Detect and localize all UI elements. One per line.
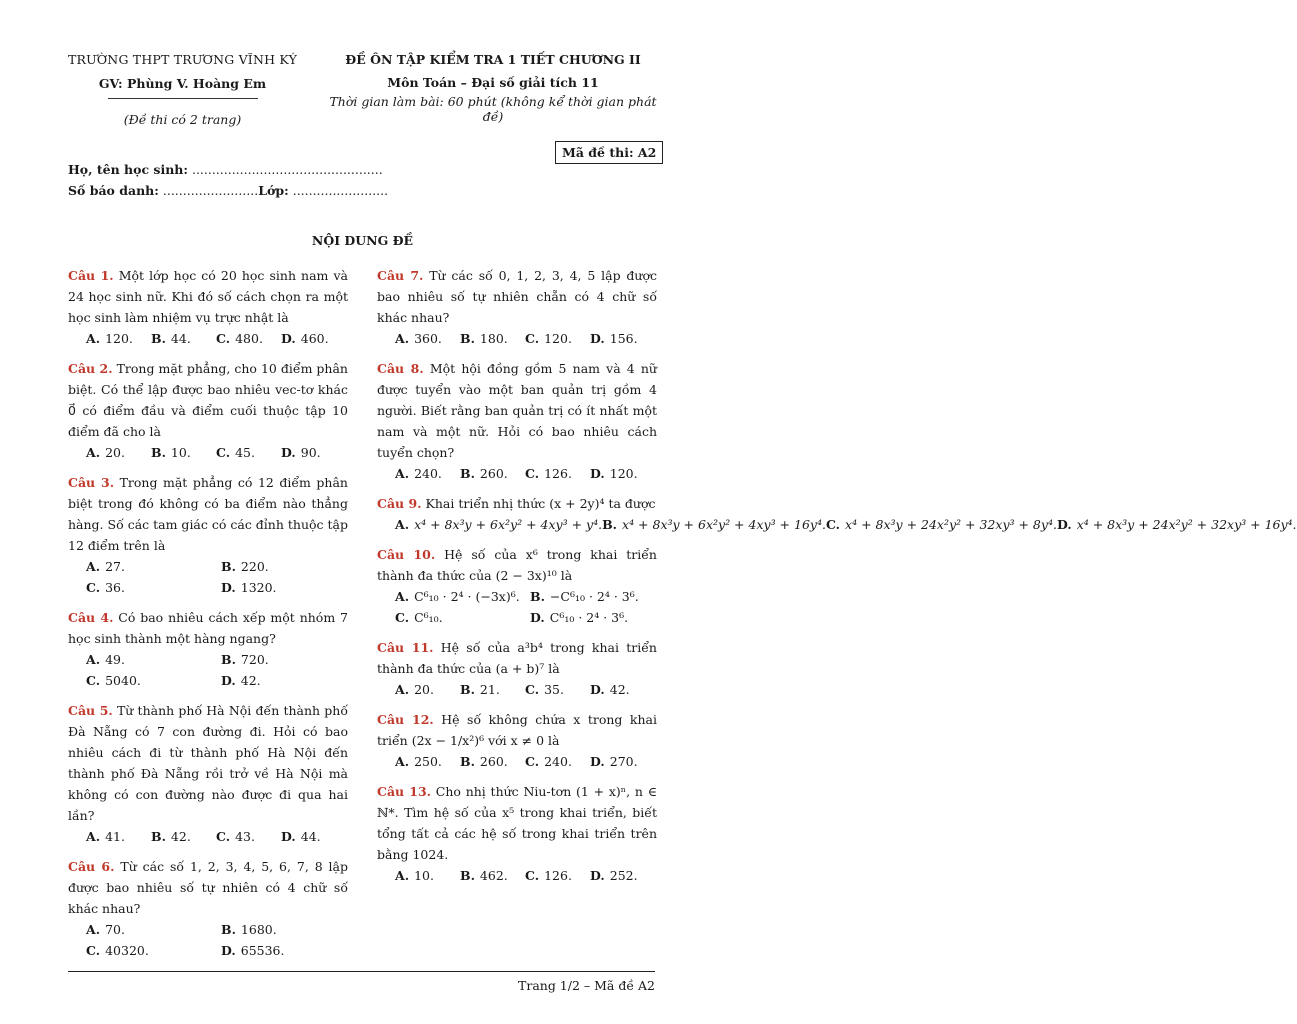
answer-c[interactable]: C. C⁶₁₀. (395, 610, 443, 625)
answer-a[interactable]: A. 250. (395, 754, 442, 769)
question-number: Câu 6. (68, 859, 115, 874)
question-number: Câu 10. (377, 547, 436, 562)
answer-c[interactable]: C. x⁴ + 8x³y + 24x²y² + 32xy³ + 8y⁴. (825, 517, 1057, 532)
answer-a[interactable]: A. 41. (86, 829, 125, 844)
answer-a[interactable]: A. 10. (395, 868, 434, 883)
answer-c[interactable]: C. 126. (525, 868, 572, 883)
answer-d[interactable]: D. 65536. (221, 943, 285, 958)
answer-row (68, 940, 348, 961)
header-right (318, 52, 668, 124)
header-left (60, 52, 305, 127)
question-number: Câu 4. (68, 610, 114, 625)
answer-b[interactable]: B. 260. (460, 466, 508, 481)
student-id-dots: ........................ (162, 183, 259, 198)
student-id-label: Số báo danh: (68, 183, 159, 198)
answer-d[interactable]: D. 44. (281, 829, 321, 844)
answer-d[interactable]: D. 42. (590, 682, 630, 697)
right-column (377, 265, 1297, 895)
answer-d[interactable]: D. 460. (281, 331, 329, 346)
answer-row (377, 751, 657, 772)
answer-b[interactable]: B. 10. (151, 445, 191, 460)
left-column (68, 265, 348, 970)
answer-c[interactable]: C. 5040. (86, 673, 141, 688)
answer-b[interactable]: B. 260. (460, 754, 508, 769)
question-number: Câu 1. (68, 268, 114, 283)
question-3 (68, 472, 348, 598)
answer-row (377, 865, 657, 886)
question-text: Một hội đồng gồm 5 nam và 4 nữ được tuyển vào một ban quản trị gồm 4 người. Biết rằng ban quản trị có ít nhất một nam và một nữ. Hỏi có bao nhiêu cách tuyển chọn? (377, 361, 657, 460)
answer-row (68, 919, 348, 940)
answer-row (377, 586, 657, 607)
question-text: Từ các số 0, 1, 2, 3, 4, 5 lập được bao nhiêu số tự nhiên chẵn có 4 chữ số khác nhau? (377, 268, 657, 325)
answer-a[interactable]: A. C⁶₁₀ · 2⁴ · (−3x)⁶. (395, 589, 520, 604)
answer-c[interactable]: C. 45. (216, 445, 255, 460)
answer-row (68, 649, 348, 670)
answer-a[interactable]: A. 49. (86, 652, 125, 667)
answer-a[interactable]: A. 20. (395, 682, 434, 697)
exam-code-box: Mã đề thi: A2 (555, 141, 663, 164)
question-text: Có bao nhiêu cách xếp một nhóm 7 học sinh thành một hàng ngang? (68, 610, 348, 646)
student-id-line (68, 183, 388, 198)
answer-b[interactable]: B. −C⁶₁₀ · 2⁴ · 3⁶. (530, 589, 639, 604)
exam-time: Thời gian làm bài: 60 phút (không kể thời gian phát đề) (329, 94, 657, 124)
answer-row (68, 670, 348, 691)
footer-divider (68, 971, 655, 972)
answer-c[interactable]: C. 240. (525, 754, 572, 769)
answer-a[interactable]: A. 70. (86, 922, 125, 937)
question-10 (377, 544, 657, 628)
question-text: Trong mặt phẳng, cho 10 điểm phân biệt. Có thể lập được bao nhiêu vec-tơ khác 0⃗ có điểm đầu và điểm cuối thuộc tập 10 điểm đã cho là (68, 361, 348, 439)
answer-list (377, 514, 1297, 535)
question-2 (68, 358, 348, 463)
answer-row (377, 328, 657, 349)
question-text: Khai triển nhị thức (x + 2y)⁴ ta được (425, 496, 656, 511)
answer-row (68, 577, 348, 598)
student-name-line (68, 162, 383, 177)
answer-c[interactable]: C. 480. (216, 331, 263, 346)
page-count-note: (Đề thi có 2 trang) (123, 112, 242, 127)
answer-c[interactable]: C. 43. (216, 829, 255, 844)
class-dots: ........................ (292, 183, 389, 198)
section-title: NỘI DUNG ĐỀ (311, 233, 414, 248)
question-text: Cho nhị thức Niu-tơn (1 + x)ⁿ, n ∈ ℕ*. Tìm hệ số của x⁵ trong khai triển, biết tổng tất cả các hệ số trong khai triển trên bằng 1024. (377, 784, 657, 862)
question-number: Câu 7. (377, 268, 424, 283)
question-1 (68, 265, 348, 349)
answer-d[interactable]: D. 252. (590, 868, 638, 883)
question-text: Hệ số của a³b⁴ trong khai triển thành đa thức của (a + b)⁷ là (377, 640, 657, 676)
question-4 (68, 607, 348, 691)
student-name-label: Họ, tên học sinh: (68, 162, 188, 177)
answer-b[interactable]: B. 220. (221, 559, 269, 574)
answer-c[interactable]: C. 35. (525, 682, 564, 697)
answer-d[interactable]: D. 42. (221, 673, 261, 688)
student-name-dots: ................................................ (191, 162, 383, 177)
answer-a[interactable]: A. 240. (395, 466, 442, 481)
answer-c[interactable]: C. 40320. (86, 943, 149, 958)
answer-a[interactable]: A. 120. (86, 331, 133, 346)
question-text: Từ các số 1, 2, 3, 4, 5, 6, 7, 8 lập được bao nhiêu số tự nhiên có 4 chữ số khác nhau? (68, 859, 348, 916)
question-number: Câu 13. (377, 784, 432, 799)
question-number: Câu 2. (68, 361, 113, 376)
page-footer: Trang 1/2 – Mã đề A2 (518, 978, 655, 993)
answer-row (377, 607, 657, 628)
answer-d[interactable]: D. 270. (590, 754, 638, 769)
answer-d[interactable]: D. x⁴ + 8x³y + 24x²y² + 32xy³ + 16y⁴. (1056, 517, 1297, 532)
question-5 (68, 700, 348, 847)
answer-c[interactable]: C. 36. (86, 580, 125, 595)
answer-d[interactable]: D. 1320. (221, 580, 277, 595)
answer-b[interactable]: B. x⁴ + 8x³y + 6x²y² + 4xy³ + 16y⁴. (602, 517, 826, 532)
question-text: Trong mặt phẳng có 12 điểm phân biệt trong đó không có ba điểm nào thẳng hàng. Số các tam giác có các đỉnh thuộc tập 12 điểm trên là (68, 475, 348, 553)
answer-b[interactable]: B. 180. (460, 331, 508, 346)
header-divider (108, 98, 258, 99)
school-name: TRƯỜNG THPT TRƯƠNG VĨNH KÝ (67, 52, 298, 67)
question-13 (377, 781, 657, 886)
answer-d[interactable]: D. C⁶₁₀ · 2⁴ · 3⁶. (530, 610, 629, 625)
question-number: Câu 8. (377, 361, 424, 376)
answer-b[interactable]: B. 462. (460, 868, 508, 883)
answer-b[interactable]: B. 44. (151, 331, 191, 346)
question-text: Hệ số của x⁶ trong khai triển thành đa thức của (2 − 3x)¹⁰ là (377, 547, 657, 583)
question-text: Một lớp học có 20 học sinh nam và 24 học sinh nữ. Khi đó số cách chọn ra một học sinh làm nhiệm vụ trực nhật là (68, 268, 348, 325)
answer-a[interactable]: A. 20. (86, 445, 125, 460)
class-label: Lớp: (258, 183, 289, 198)
question-number: Câu 3. (68, 475, 115, 490)
answer-b[interactable]: B. 1680. (221, 922, 277, 937)
answer-row (377, 463, 657, 484)
answer-c[interactable]: C. 120. (525, 331, 572, 346)
question-6 (68, 856, 348, 961)
question-text: Hệ số không chứa x trong khai triển (2x − 1/x²)⁶ với x ≠ 0 là (377, 712, 657, 748)
exam-title: ĐỀ ÔN TẬP KIỂM TRA 1 TIẾT CHƯƠNG II (345, 52, 641, 67)
answer-row (377, 679, 657, 700)
answer-b[interactable]: B. 21. (460, 682, 500, 697)
answer-d[interactable]: D. 120. (590, 466, 638, 481)
answer-a[interactable]: A. 27. (86, 559, 125, 574)
answer-d[interactable]: D. 156. (590, 331, 638, 346)
answer-a[interactable]: A. 360. (395, 331, 442, 346)
question-12 (377, 709, 657, 772)
answer-b[interactable]: B. 42. (151, 829, 191, 844)
answer-a[interactable]: A. x⁴ + 8x³y + 6x²y² + 4xy³ + y⁴. (395, 517, 603, 532)
exam-subject: Môn Toán – Đại số giải tích 11 (387, 75, 599, 90)
answer-row (68, 328, 348, 349)
answer-d[interactable]: D. 90. (281, 445, 321, 460)
answer-b[interactable]: B. 720. (221, 652, 269, 667)
question-text: Từ thành phố Hà Nội đến thành phố Đà Nẵng có 7 con đường đi. Hỏi có bao nhiêu cách đi từ thành phố Hà Nội đến thành phố Đà Nẵng rồi trở về Hà Nội mà không có con đường nào được đi qua hai lần? (68, 703, 348, 823)
question-number: Câu 9. (377, 496, 422, 511)
question-9 (377, 493, 1297, 535)
answer-row (68, 826, 348, 847)
question-7 (377, 265, 657, 349)
teacher-name: GV: Phùng V. Hoàng Em (98, 76, 267, 91)
question-8 (377, 358, 657, 484)
question-number: Câu 12. (377, 712, 434, 727)
answer-c[interactable]: C. 126. (525, 466, 572, 481)
question-11 (377, 637, 657, 700)
answer-row (68, 556, 348, 577)
question-number: Câu 11. (377, 640, 434, 655)
answer-row (68, 442, 348, 463)
question-number: Câu 5. (68, 703, 113, 718)
